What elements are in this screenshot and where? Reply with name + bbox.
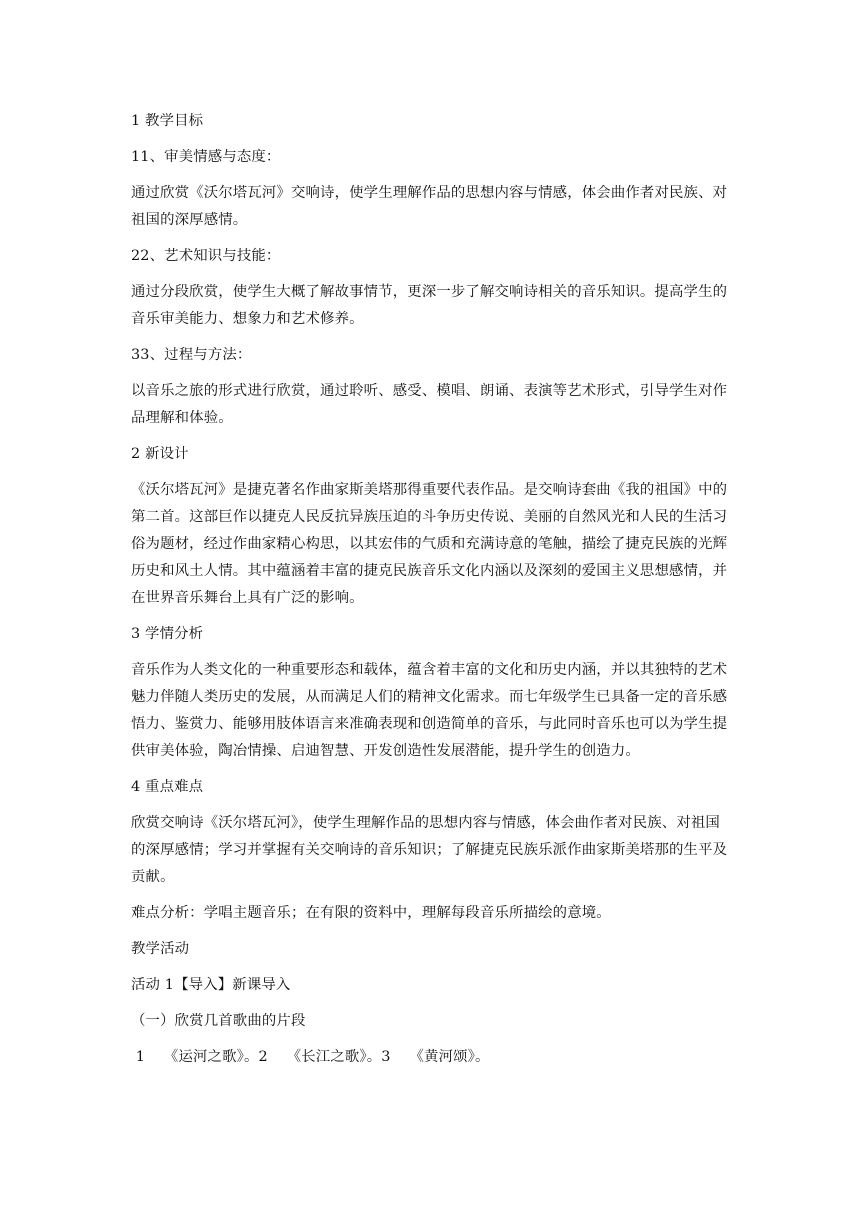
section-heading-objectives: 1 教学目标 (131, 113, 204, 129)
paragraph-aesthetic-attitude: 通过欣赏《沃尔塔瓦河》交响诗，使学生理解作品的思想内容与情感，体会曲作者对民族、对祖国的深厚感情。 (131, 185, 728, 228)
document-body (131, 108, 731, 1080)
subheading-art-knowledge: 22、艺术知识与技能： (131, 248, 281, 264)
subheading-process-method: 33、过程与方法： (131, 347, 252, 363)
subheading-activity-1: 活动 1【导入】新课导入 (131, 977, 291, 993)
section-heading-student-analysis: 3 学情分析 (131, 626, 204, 642)
paragraph-student-analysis: 音乐作为人类文化的一种重要形态和载体，蕴含着丰富的文化和历史内涵，并以其独特的艺术魅力伴随人类历史的发展，从而满足人们的精神文化需求。而七年级学生已具备一定的音乐感悟力、鉴赏力、能够用肢体语言来准确表现和创造简单的音乐，与此同时音乐也可以为学生提供审美体验，陶冶情操、启迪智慧、开发创造性发展潜能，提升学生的创造力。 (131, 662, 728, 759)
subheading-aesthetic-attitude: 11、审美情感与态度： (131, 149, 281, 165)
section-heading-new-design: 2 新设计 (131, 446, 189, 462)
paragraph-new-design: 《沃尔塔瓦河》是捷克著名作曲家斯美塔那得重要代表作品。是交响诗套曲《我的祖国》中的第二首。这部巨作以捷克人民反抗异族压迫的斗争历史传说、美丽的自然风光和人民的生活习俗为题材，经过作曲家精心构思，以其宏伟的气质和充满诗意的笔触，描绘了捷克民族的光辉历史和风土人情。其中蕴涵着丰富的捷克民族音乐文化内涵以及深刻的爱国主义思想感情，并在世界音乐舞台上具有广泛的影响。 (131, 482, 728, 606)
subheading-song-excerpts: （一）欣赏几首歌曲的片段 (131, 1013, 306, 1029)
paragraph-difficulty-analysis: 难点分析：学唱主题音乐；在有限的资料中，理解每段音乐所描绘的意境。 (131, 905, 611, 921)
section-heading-teaching-activities: 教学活动 (131, 941, 190, 957)
paragraph-process-method: 以音乐之旅的形式进行欣赏，通过聆听、感受、模唱、朗诵、表演等艺术形式，引导学生对作品理解和体验。 (131, 383, 728, 426)
section-heading-key-points: 4 重点难点 (131, 779, 204, 795)
list-song-titles: 1 《运河之歌》。2 《长江之歌》。3 《黄河颂》。 (131, 1049, 490, 1065)
paragraph-key-points: 欣赏交响诗《沃尔塔瓦河》，使学生理解作品的思想内容与情感，体会曲作者对民族、对祖国的深厚感情；学习并掌握有关交响诗的音乐知识；了解捷克民族乐派作曲家斯美塔那的生平及贡献。 (131, 815, 728, 885)
paragraph-art-knowledge: 通过分段欣赏，使学生大概了解故事情节，更深一步了解交响诗相关的音乐知识。提高学生的音乐审美能力、想象力和艺术修养。 (131, 284, 728, 327)
